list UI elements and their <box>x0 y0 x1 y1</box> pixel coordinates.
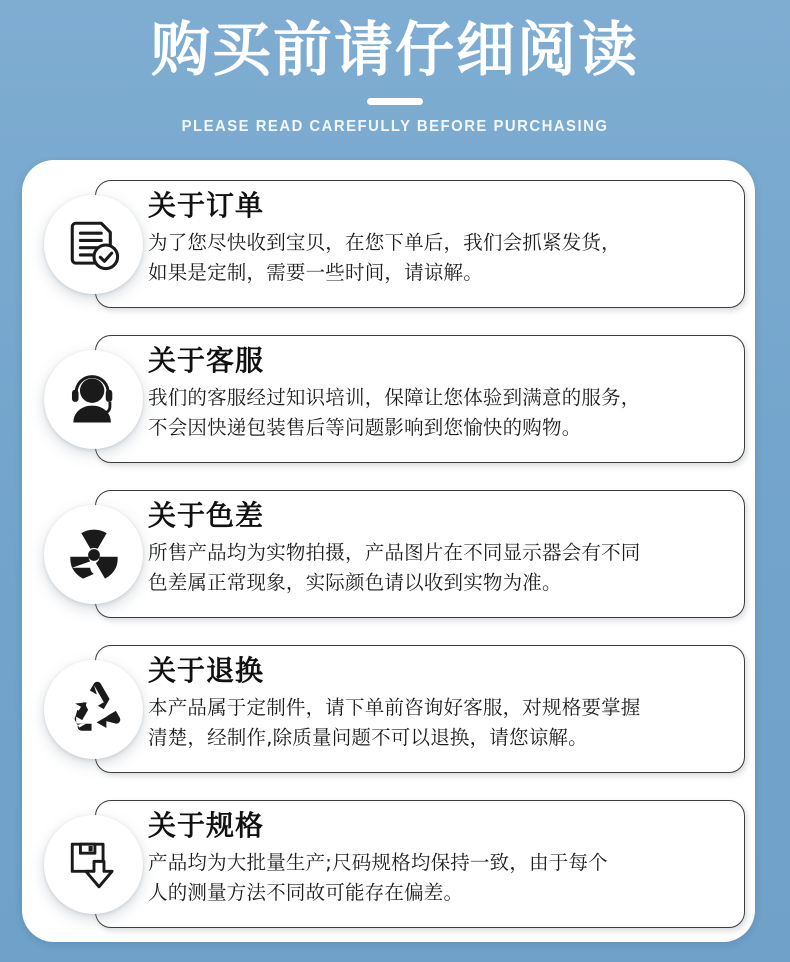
radiation-icon <box>44 505 143 604</box>
notice-body <box>148 228 729 288</box>
notice-heading: 关于规格 <box>148 809 265 842</box>
notice-heading: 关于订单 <box>148 189 265 222</box>
notice-row-customer-service <box>22 329 755 468</box>
notice-heading: 关于色差 <box>148 499 265 532</box>
save-download-icon <box>44 815 143 914</box>
notice-body-line2: 不会因快递包装售后等问题影响到您愉快的购物。 <box>148 416 582 439</box>
notice-body-line1: 我们的客服经过知识培训，保障让您体验到满意的服务， <box>148 386 641 409</box>
notice-text <box>148 188 729 288</box>
notice-body <box>148 383 729 443</box>
notice-body-line2: 人的测量方法不同故可能存在偏差。 <box>148 881 464 904</box>
notice-body-line2: 如果是定制，需要一些时间，请谅解。 <box>148 261 483 284</box>
notice-row-color-difference <box>22 484 755 623</box>
notice-body <box>148 693 729 753</box>
notice-list <box>22 174 755 933</box>
notice-row-order <box>22 174 755 313</box>
notice-body-line1: 所售产品均为实物拍摄，产品图片在不同显示器会有不同 <box>148 541 641 564</box>
notice-row-specification <box>22 794 755 933</box>
notice-text <box>148 808 729 908</box>
notice-body <box>148 848 729 908</box>
notice-text <box>148 498 729 598</box>
headset-support-icon <box>44 350 143 449</box>
notice-heading: 关于客服 <box>148 344 265 377</box>
recycle-icon <box>44 660 143 759</box>
notice-text <box>148 653 729 753</box>
notice-body-line2: 色差属正常现象，实际颜色请以收到实物为准。 <box>148 571 562 594</box>
notice-row-return-exchange <box>22 639 755 778</box>
document-check-icon <box>44 195 143 294</box>
notice-body-line1: 为了您尽快收到宝贝，在您下单后，我们会抓紧发货， <box>148 231 621 254</box>
notice-text <box>148 343 729 443</box>
title-divider <box>367 98 423 105</box>
notice-heading: 关于退换 <box>148 654 265 687</box>
notice-body-line1: 产品均为大批量生产;尺码规格均保持一致，由于每个 <box>148 851 608 874</box>
notice-panel <box>22 160 755 942</box>
page-title: 购买前请仔细阅读 <box>150 15 639 84</box>
notice-body-line2: 清楚，经制作,除质量问题不可以退换，请您谅解。 <box>148 726 588 749</box>
notice-body <box>148 538 729 598</box>
notice-body-line1: 本产品属于定制件，请下单前咨询好客服，对规格要掌握 <box>148 696 641 719</box>
page-subtitle: PLEASE READ CAREFULLY BEFORE PURCHASING <box>181 118 609 135</box>
header-banner <box>0 0 790 160</box>
